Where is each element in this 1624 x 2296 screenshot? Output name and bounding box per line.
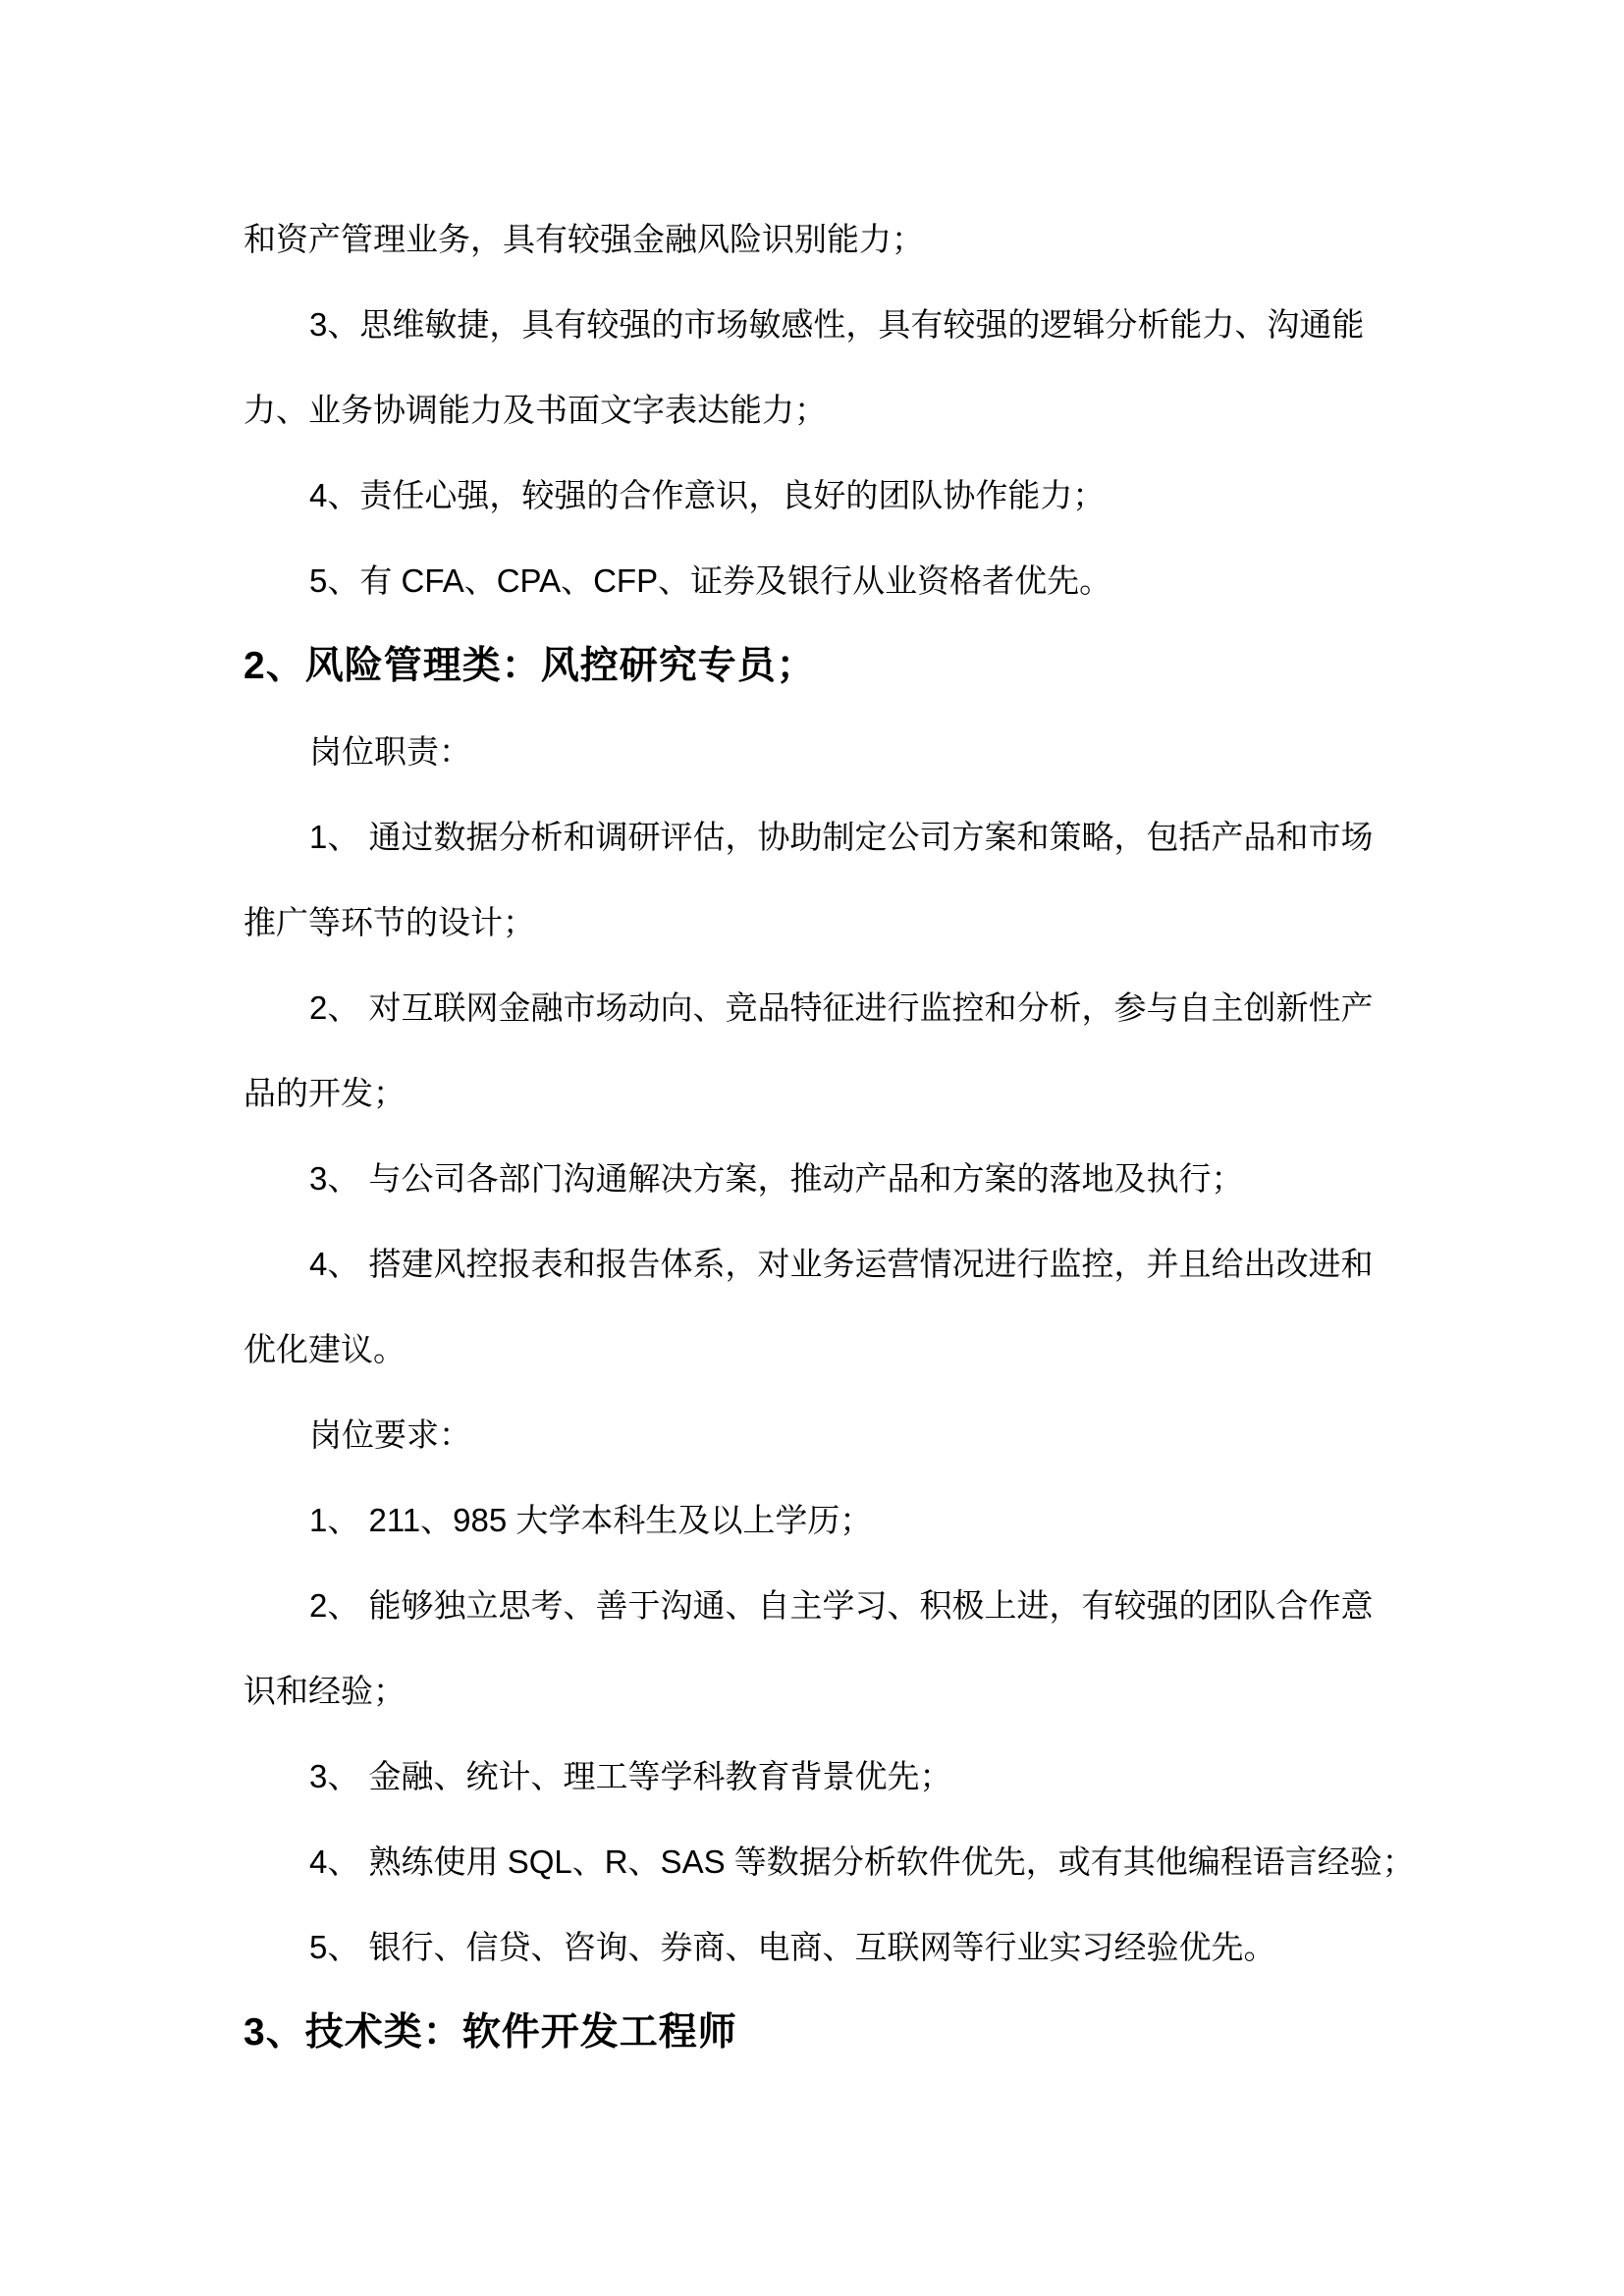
list-item-4-requirement: 4、 熟练使用 SQL、R、SAS 等数据分析软件优先，或有其他编程语言经验； [309,1843,1415,1880]
label-job-responsibilities: 岗位职责： [309,733,471,770]
section-heading-risk-management: 2、风险管理类：风控研究专员； [244,645,816,687]
list-item-5-requirement: 5、 银行、信贷、咨询、券商、电商、互联网等行业实习经验优先。 [309,1929,1276,1965]
text-line-continuation: 优化建议。 [244,1331,406,1367]
list-item-4-responsibility: 4、 搭建风控报表和报告体系，对业务运营情况进行监控，并且给出改进和 [309,1246,1374,1282]
text-line-continuation: 识和经验； [244,1673,406,1709]
list-item-1-responsibility: 1、 通过数据分析和调研评估，协助制定公司方案和策略，包括产品和市场 [309,819,1374,855]
text-line-continuation: 力、业务协调能力及书面文字表达能力； [244,392,827,428]
text-line-continuation: 品的开发； [244,1075,406,1111]
document-body [244,196,1467,2075]
label-job-requirements: 岗位要求： [309,1416,471,1453]
list-item-5-qualification: 5、有 CFA、CPA、CFP、证券及银行从业资格者优先。 [309,562,1112,599]
list-item-1-requirement: 1、 211、985 大学本科生及以上学历； [309,1502,873,1538]
list-item-3-qualification: 3、思维敏捷，具有较强的市场敏感性，具有较强的逻辑分析能力、沟通能 [309,306,1365,343]
list-item-2-responsibility: 2、 对互联网金融市场动向、竞品特征进行监控和分析，参与自主创新性产 [309,989,1374,1026]
list-item-4-qualification: 4、责任心强，较强的合作意识，良好的团队协作能力； [309,477,1106,513]
section-heading-technology: 3、技术类：软件开发工程师 [244,2011,737,2054]
text-line-continuation: 推广等环节的设计； [244,904,535,940]
text-line-continuation: 和资产管理业务，具有较强金融风险识别能力； [244,221,924,257]
list-item-3-responsibility: 3、 与公司各部门沟通解决方案，推动产品和方案的落地及执行； [309,1160,1244,1197]
list-item-2-requirement: 2、 能够独立思考、善于沟通、自主学习、积极上进，有较强的团队合作意 [309,1587,1374,1624]
list-item-3-requirement: 3、 金融、统计、理工等学科教育背景优先； [309,1758,952,1794]
